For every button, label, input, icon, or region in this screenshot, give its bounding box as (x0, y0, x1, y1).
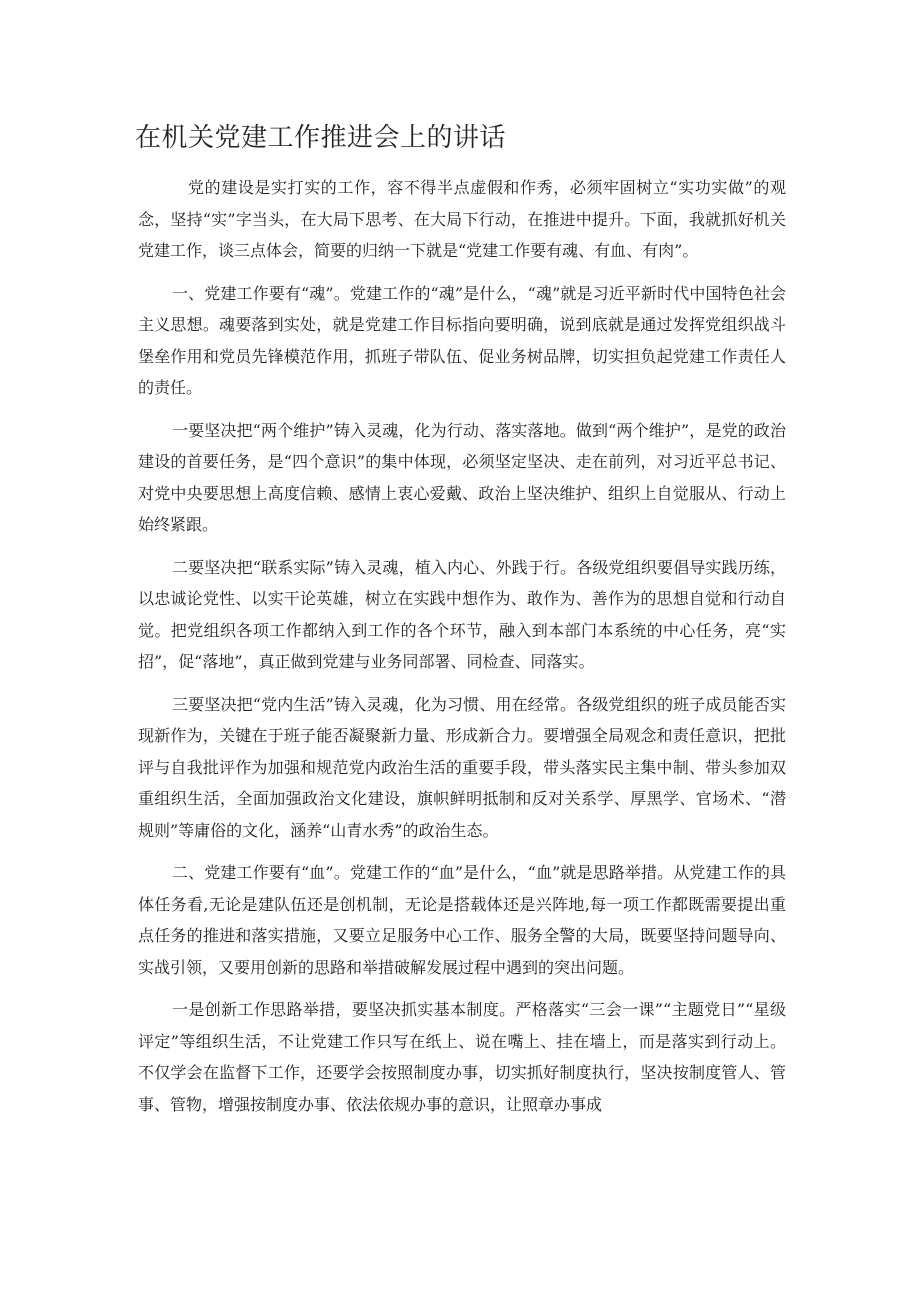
paragraph-intro: 党的建设是实打实的工作，容不得半点虚假和作秀，必须牢固树立“实功实做”的观念，坚持“实”字当头，在大局下思考、在大局下行动，在推进中提升。下面，我就抓好机关党建工作，谈三点体会，简要的归纳一下就是“党建工作要有魂、有血、有肉”。 (138, 178, 786, 260)
document-body (138, 172, 786, 1131)
paragraph-section-1-point-2: 二要坚决把“联系实际”铸入灵魂，植入内心、外践于行。各级党组织要倡导实践历练，以忠诚论党性、以实干论英雄，树立在实践中想作为、敢作为、善作为的思想自觉和行动自觉。把党组织各项工作都纳入到工作的各个环节，融入到本部门本系统的中心任务，亮“实招”，促“落地”，真正做到党建与业务同部署、同检查、同落实。 (138, 557, 786, 671)
paragraph-section-1-heading: 一、党建工作要有“魂”。党建工作的“魂”是什么，“魂”就是习近平新时代中国特色社会主义思想。魂要落到实处，就是党建工作目标指向要明确，说到底就是通过发挥党组织战斗堡垒作用和党员先锋模范作用，抓班子带队伍、促业务树品牌，切实担负起党建工作责任人的责任。 (138, 283, 786, 397)
document-title: 在机关党建工作推进会上的讲话 (135, 123, 507, 153)
paragraph-section-2-heading: 二、党建工作要有“血”。党建工作的“血”是什么，“血”就是思路举措。从党建工作的具体任务看,无论是建队伍还是创机制，无论是搭载体还是兴阵地,每一项工作都既需要提出重点任务的推进和落实措施，又要立足服务中心工作、服务全警的大局，既要坚持问题导向、实战引领，又要用创新的思路和举措破解发展过程中遇到的突出问题。 (138, 863, 786, 977)
paragraph-section-1-point-3: 三要坚决把“党内生活”铸入灵魂，化为习惯、用在经常。各级党组织的班子成员能否实现新作为，关键在于班子能否凝聚新力量、形成新合力。要增强全局观念和责任意识，把批评与自我批评作为加强和规范党内政治生活的重要手段，带头落实民主集中制、带头参加双重组织生活，全面加强政治文化建设，旗帜鲜明抵制和反对关系学、厚黑学、官场术、“潜规则”等庸俗的文化，涵养“山青水秀”的政治生态。 (138, 694, 786, 840)
paragraph-section-1-point-1: 一要坚决把“两个维护”铸入灵魂，化为行动、落实落地。做到“两个维护”，是党的政治建设的首要任务，是“四个意识”的集中体现，必须坚定坚决、走在前列，对习近平总书记、对党中央要思想上高度信赖、感情上衷心爱戴、政治上坚决维护、组织上自觉服从、行动上始终紧跟。 (138, 420, 786, 534)
paragraph-section-2-point-1: 一是创新工作思路举措，要坚决抓实基本制度。严格落实“三会一课”“主题党日”“星级评定”等组织生活，不让党建工作只写在纸上、说在嘴上、挂在墙上，而是落实到行动上。不仅学会在监督下工作，还要学会按照制度办事，切实抓好制度执行，坚决按制度管人、管事、管物，增强按制度办事、依法依规办事的意识，让照章办事成 (138, 1000, 786, 1114)
